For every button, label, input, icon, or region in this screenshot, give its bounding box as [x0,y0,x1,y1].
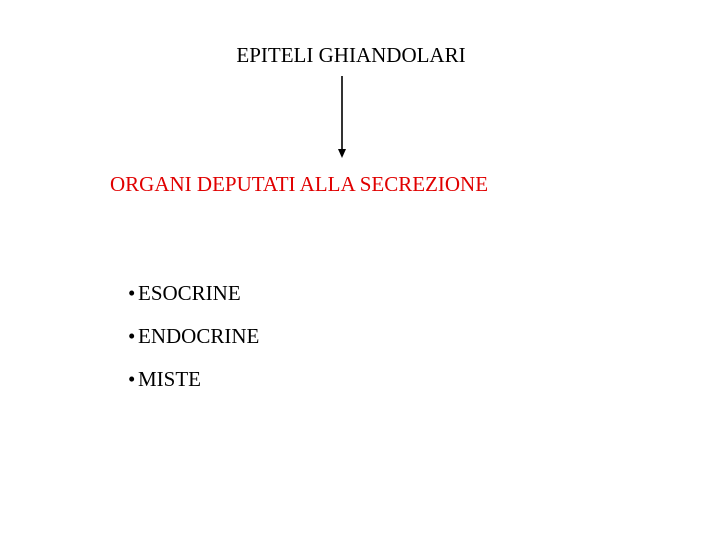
list-item-label: ENDOCRINE [138,324,260,348]
list-item-esocrine [128,280,259,323]
gland-type-list [128,280,259,409]
bullet-icon: • [128,281,136,305]
list-item-endocrine [128,323,259,366]
bullet-icon: • [128,324,136,348]
down-arrow-icon [334,76,350,160]
slide-title: EPITELI GHIANDOLARI [236,43,466,67]
slide-subtitle: ORGANI DEPUTATI ALLA SECREZIONE [110,172,489,196]
list-item-label: MISTE [138,367,201,391]
list-item-miste [128,366,259,409]
bullet-icon: • [128,367,136,391]
list-item-label: ESOCRINE [138,281,241,305]
